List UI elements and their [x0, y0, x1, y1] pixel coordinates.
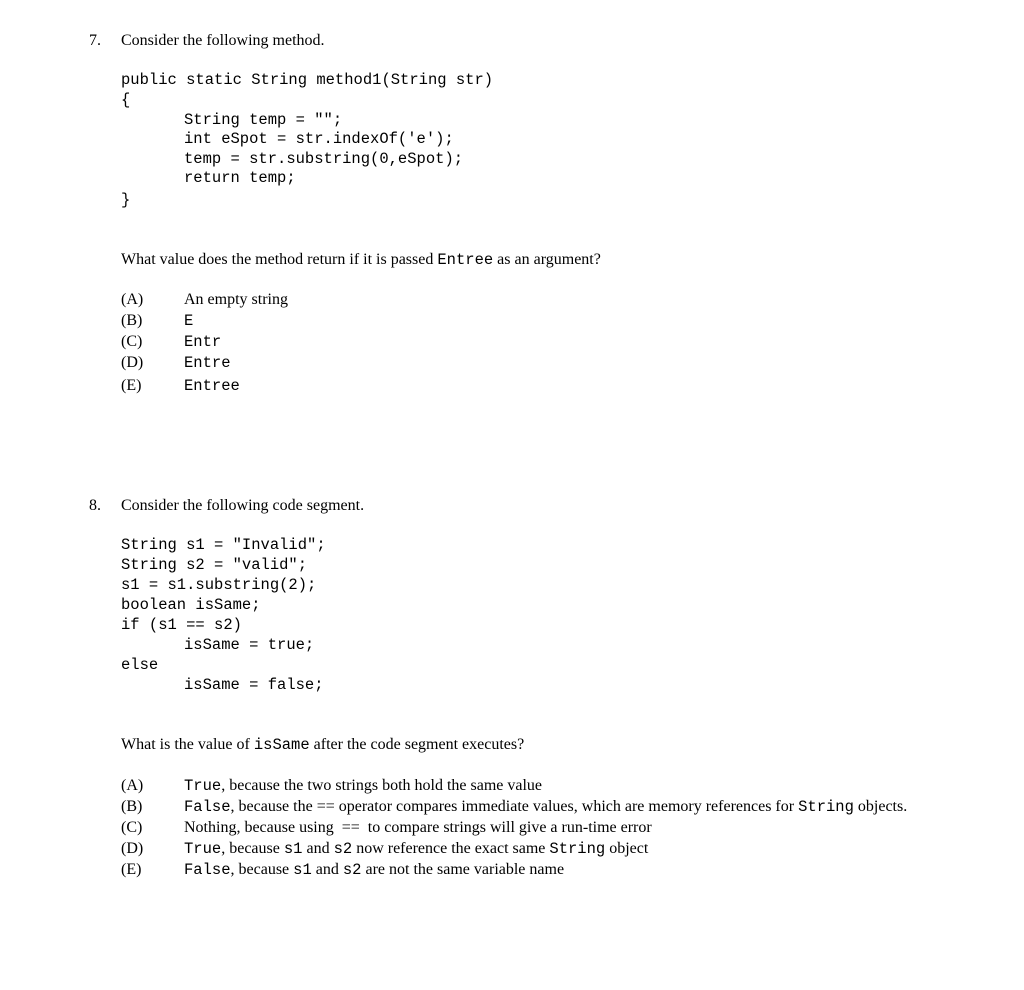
question-text-part: What value does the method return if it is passed	[121, 251, 438, 268]
choice-letter: (B)	[121, 798, 143, 815]
method-open-brace: {	[121, 91, 131, 109]
choice-text: E	[184, 312, 194, 330]
choice-code-term: s2	[333, 840, 353, 858]
choice-text	[184, 818, 652, 838]
choice-letter: (E)	[121, 377, 142, 394]
choice-code-term: String	[798, 798, 854, 816]
method-signature: public static String method1(String str)	[121, 71, 494, 89]
choice-code-term: s1	[293, 861, 312, 879]
choice-code-term: s1	[283, 840, 303, 858]
choice-code-term: s2	[342, 861, 362, 879]
choice-text	[184, 839, 648, 859]
choice-letter: (A)	[121, 291, 144, 308]
question-7-prompt: Consider the following method.	[121, 32, 325, 49]
choice-code-term: False	[184, 798, 231, 816]
choice-letter: (E)	[121, 861, 142, 878]
choice-letter: (B)	[121, 312, 143, 329]
code-line: String s2 = "valid";	[121, 556, 308, 574]
choice-text	[184, 860, 564, 880]
choice-code-term: False	[184, 861, 231, 879]
choice-text-part: , because	[221, 840, 284, 857]
question-7-text	[121, 250, 601, 270]
method-body-line: return temp;	[184, 169, 296, 187]
choice-letter: (D)	[121, 354, 144, 371]
choice-text-part: Nothing, because using == to compare strings will give a run-time error	[184, 819, 652, 836]
question-8-number: 8.	[89, 497, 101, 514]
question-code-term: isSame	[253, 736, 310, 754]
method-close-brace: }	[121, 191, 131, 209]
choice-text-part: and	[311, 861, 343, 878]
choice-code-term: True	[184, 777, 222, 795]
question-8-text	[121, 735, 524, 755]
choice-code-term: True	[184, 840, 222, 858]
choice-text-part: and	[302, 840, 334, 857]
choice-text: Entre	[184, 354, 231, 372]
choice-letter: (C)	[121, 819, 143, 836]
choice-text-part: now reference the exact same	[352, 840, 550, 857]
code-line: s1 = s1.substring(2);	[121, 576, 317, 594]
choice-text: An empty string	[184, 291, 288, 308]
method-body-line: temp = str.substring(0,eSpot);	[184, 150, 464, 168]
question-8-prompt: Consider the following code segment.	[121, 497, 365, 514]
choice-letter: (A)	[121, 777, 144, 794]
choice-text: Entree	[184, 377, 240, 395]
question-code-term: Entree	[437, 251, 494, 269]
method-body-line: int eSpot = str.indexOf('e');	[184, 130, 454, 148]
choice-letter: (C)	[121, 333, 143, 350]
question-7-number: 7.	[89, 32, 101, 49]
choice-text-part: object	[605, 840, 649, 857]
code-line: boolean isSame;	[121, 596, 261, 614]
code-line: isSame = true;	[184, 636, 315, 654]
choice-text-part: objects.	[853, 798, 908, 815]
choice-text-part: , because	[230, 861, 294, 878]
choice-text	[184, 776, 542, 796]
code-line: else	[121, 656, 159, 674]
code-line: String s1 = "Invalid";	[121, 536, 326, 554]
question-text-part: What is the value of	[121, 736, 254, 753]
method-body-line: String temp = "";	[184, 111, 343, 129]
choice-text-part: , because the two strings both hold the same value	[221, 777, 543, 794]
choice-text: Entr	[184, 333, 222, 351]
question-text-part: after the code segment executes?	[309, 736, 525, 753]
choice-code-term: String	[549, 840, 606, 858]
choice-text-part: are not the same variable name	[361, 861, 565, 878]
choice-text-part: , because the == operator compares immediate values, which are memory references for	[230, 798, 799, 815]
code-line: isSame = false;	[184, 676, 324, 694]
question-text-part: as an argument?	[493, 251, 601, 268]
choice-letter: (D)	[121, 840, 144, 857]
choice-text	[184, 797, 907, 817]
code-line: if (s1 == s2)	[121, 616, 242, 634]
